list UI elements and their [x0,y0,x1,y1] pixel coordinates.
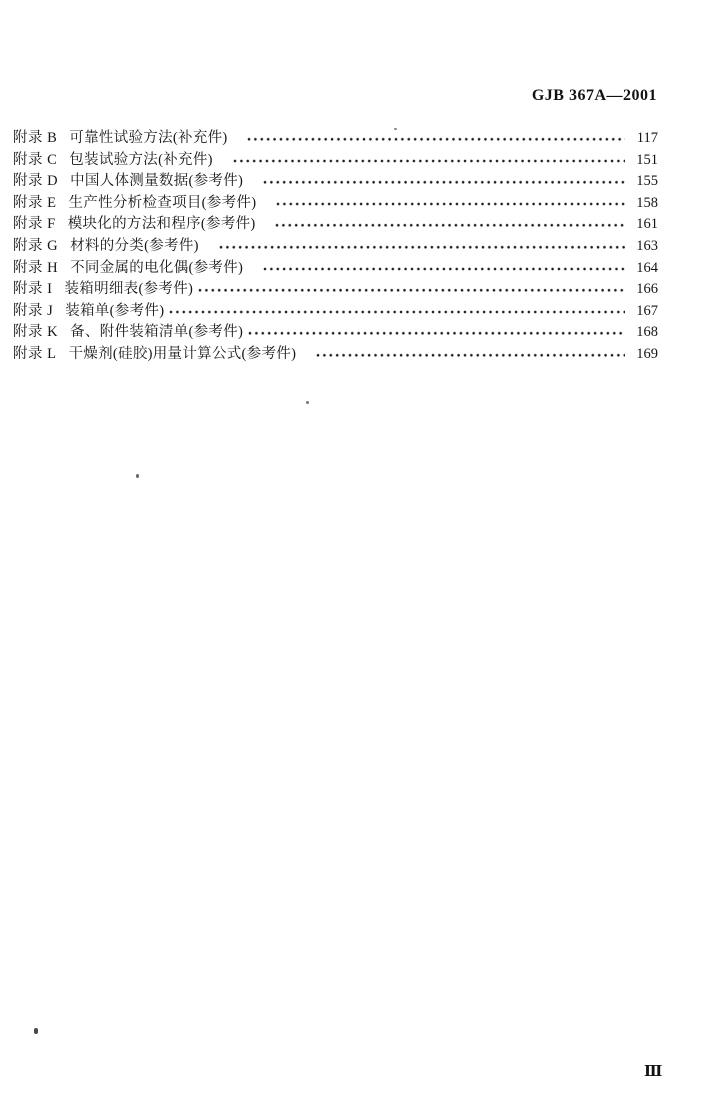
toc-entry-page: 168 [636,324,658,341]
toc-entry-page: 167 [636,302,658,319]
scan-artifact [306,401,309,404]
toc-entry-title: 可靠性试验方法(补充件) [69,130,243,146]
scan-artifact [394,128,397,130]
toc-entry [13,234,658,256]
toc-entry-label: 附录 D [13,173,59,190]
toc-entry-title: 包装试验方法(补充件) [69,151,228,168]
toc-entry-page: 161 [636,216,658,233]
toc-entry [13,212,658,234]
toc-entry-label: 附录 H [13,259,59,276]
toc-entry-page: 163 [636,237,658,254]
dot-leader [274,212,625,234]
toc-entry-label: 附录 J [13,302,54,319]
dot-leader [232,148,625,170]
toc-entry-page: 151 [636,151,658,168]
toc-entry-label: 附录 C [13,151,58,168]
toc-entry [13,277,658,299]
toc-entry [13,342,658,364]
scan-artifact [136,474,139,478]
toc-entry-title: 备、附件装箱清单(参考件) [70,324,244,341]
dot-leader [262,256,625,278]
dot-leader [246,126,625,148]
dot-leader [218,234,625,256]
toc-entry-page: 166 [636,281,658,298]
toc-entry [13,299,658,321]
dot-leader [247,320,625,342]
toc-entry-label: 附录 E [13,194,57,211]
toc-entry [13,191,658,213]
toc-entry-page: 169 [636,345,658,362]
scan-artifact [34,1028,38,1034]
dot-leader [275,191,625,213]
toc-entry-label: 附录 L [13,345,57,362]
toc-entry-page: 164 [636,259,658,276]
toc-entry-label: 附录 K [13,324,59,341]
toc-entry-title: 生产性分析检查项目(参考件) [68,194,272,211]
toc-entry-page: 117 [636,130,658,146]
dot-leader [168,299,625,321]
doc-number: GJB 367A—2001 [531,87,657,104]
toc-entry-label: 附录 F [13,216,56,233]
dot-leader [197,277,625,299]
toc-entry-label: 附录 B [13,130,58,146]
toc-entry-title: 材料的分类(参考件) [70,237,214,254]
toc-entry-page: 155 [636,173,658,190]
toc-entry-title: 不同金属的电化偶(参考件) [70,259,258,276]
dot-leader [315,342,625,364]
toc-entry-title: 模块化的方法和程序(参考件) [67,216,271,233]
page-number: Ⅲ [644,1064,663,1080]
dot-leader [262,169,625,191]
toc-entry [13,256,658,278]
toc-entry [13,169,658,191]
toc-entry [13,148,658,170]
toc-entry-title: 装箱明细表(参考件) [64,281,194,298]
toc-entry-label: 附录 G [13,237,59,254]
toc-entry [13,126,658,148]
toc-entry [13,320,658,342]
toc-entry-label: 附录 I [13,281,53,298]
toc-entry-title: 装箱单(参考件) [65,302,165,319]
toc-entry-page: 158 [636,194,658,211]
toc-entry-title: 干燥剂(硅胶)用量计算公式(参考件) [68,345,311,362]
table-of-contents [13,126,658,364]
toc-entry-title: 中国人体测量数据(参考件) [70,173,258,190]
